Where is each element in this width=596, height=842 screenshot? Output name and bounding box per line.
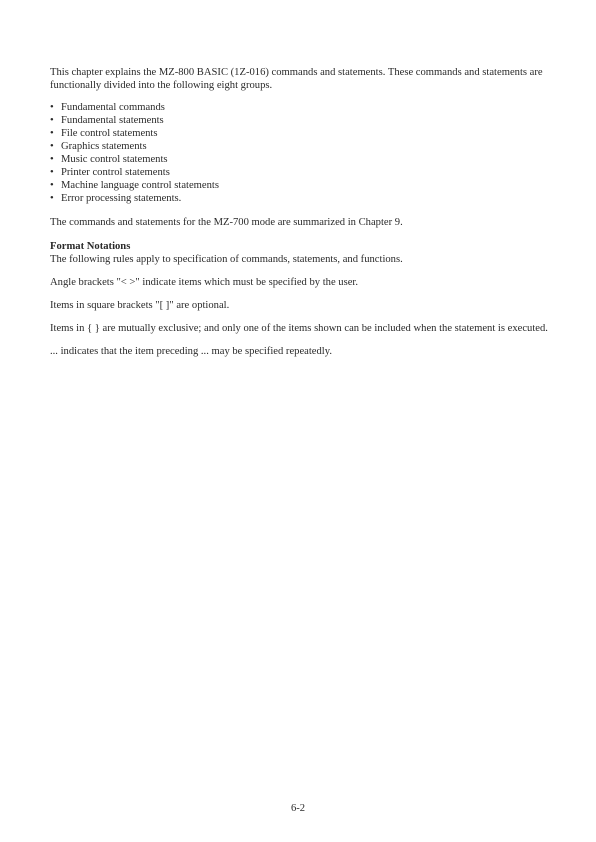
intro-paragraph: This chapter explains the MZ-800 BASIC (1Z-016) commands and statements. These commands and statements are functionally divided into the following eight groups.	[50, 67, 543, 91]
group-item-label: Fundamental statements	[61, 115, 164, 126]
bullet-icon: •	[50, 141, 54, 152]
summary-paragraph: The commands and statements for the MZ-700 mode are summarized in Chapter 9.	[50, 217, 403, 228]
page-number: 6-2	[290, 803, 306, 814]
group-item	[50, 140, 550, 153]
bullet-icon: •	[50, 128, 54, 139]
group-item	[50, 114, 550, 127]
group-item	[50, 166, 550, 179]
rule-square-brackets: Items in square brackets "[ ]" are optional.	[50, 300, 230, 311]
group-item-label: File control statements	[61, 128, 158, 139]
group-item-label: Error processing statements.	[61, 193, 182, 204]
group-item	[50, 127, 550, 140]
group-item-label: Graphics statements	[61, 141, 147, 152]
rule-angle-brackets: Angle brackets "< >" indicate items which must be specified by the user.	[50, 277, 359, 288]
group-item-label: Printer control statements	[61, 167, 170, 178]
bullet-icon: •	[50, 167, 54, 178]
rule-ellipsis: ... indicates that the item preceding ... may be specified repeatedly.	[50, 346, 332, 357]
page-content	[50, 66, 550, 358]
group-item-label: Machine language control statements	[61, 180, 219, 191]
bullet-icon: •	[50, 154, 54, 165]
rule-braces: Items in { } are mutually exclusive; and only one of the items shown can be included when the statement is executed.	[50, 323, 548, 334]
group-item-label: Music control statements	[61, 154, 168, 165]
group-item	[50, 179, 550, 192]
bullet-icon: •	[50, 115, 54, 126]
group-item	[50, 101, 550, 114]
section-heading: Format Notations	[50, 241, 131, 252]
group-item	[50, 153, 550, 166]
bullet-icon: •	[50, 102, 54, 113]
rules-intro-paragraph: The following rules apply to specification of commands, statements, and functions.	[50, 254, 403, 265]
group-item	[50, 192, 550, 205]
group-list	[50, 101, 550, 205]
bullet-icon: •	[50, 193, 54, 204]
bullet-icon: •	[50, 180, 54, 191]
group-item-label: Fundamental commands	[61, 102, 165, 113]
